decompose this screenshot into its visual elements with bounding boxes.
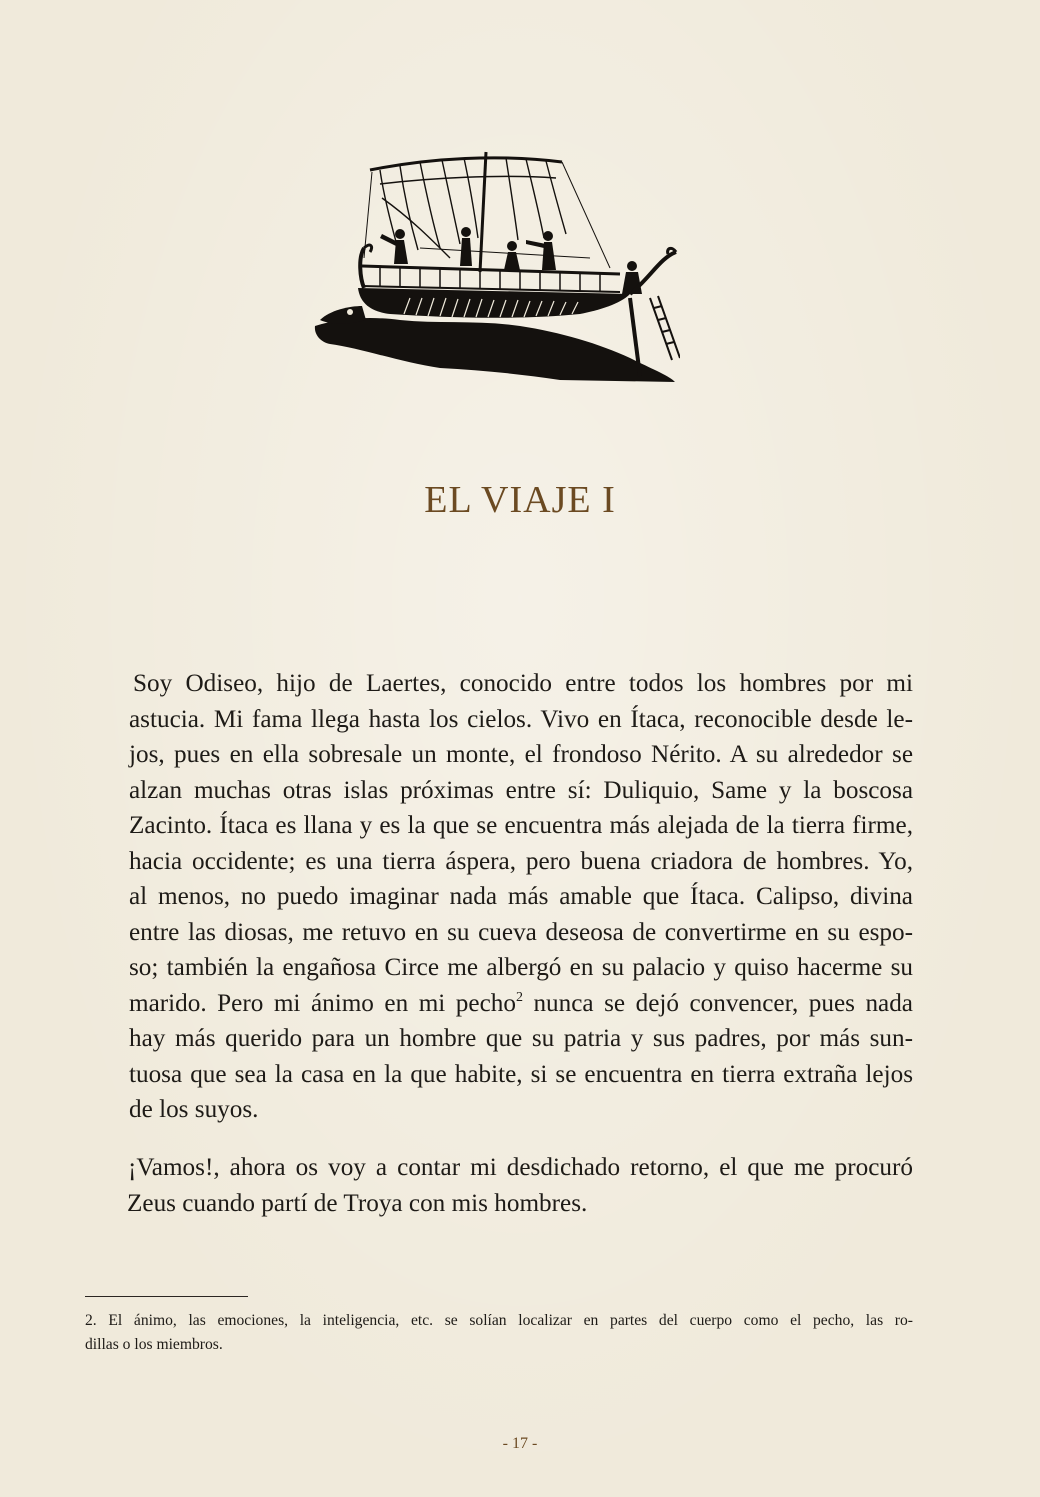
page-number: - 17 - — [502, 1435, 538, 1452]
paragraph-2 — [127, 1150, 913, 1221]
paragraph-line: jos, pues en ella sobresale un monte, el frondoso Nérito. A su alrededor se — [129, 741, 913, 768]
paragraph-line: Zacinto. Ítaca es llana y es la que se encuentra más alejada de la tierra firme, — [129, 812, 913, 839]
paragraph-line: hay más querido para un hombre que su patria y sus padres, por más sun- — [129, 1025, 913, 1052]
paragraph-line-end: nunca se dejó convencer, pues nada — [522, 989, 913, 1017]
paragraph-line: so; también la engañosa Circe me albergó en su palacio y quiso hacerme su — [129, 954, 913, 981]
paragraph-1 — [127, 666, 913, 1128]
footnote-reference[interactable]: 2 — [515, 989, 523, 1005]
paragraph-line: de los suyos. — [129, 1096, 259, 1123]
paragraph-line: astucia. Mi fama llega hasta los cielos. Vivo en Ítaca, reconocible desde le- — [129, 705, 913, 733]
chapter-title: EL VIAJE I — [424, 479, 616, 521]
greek-ship-illustration — [300, 148, 680, 388]
footnote-divider — [85, 1296, 248, 1297]
paragraph-line-with-footnote — [127, 986, 913, 1022]
paragraph-line: Soy Odiseo, hijo de Laertes, conocido entre todos los hombres por mi — [133, 670, 913, 697]
paragraph-line: tuosa que sea la casa en la que habite, si se encuentra en tierra extraña lejos — [129, 1060, 913, 1088]
paragraph-line: ¡Vamos!, ahora os voy a contar mi desdichado retorno, el que me procuró — [128, 1154, 913, 1181]
footnote — [85, 1309, 913, 1357]
paragraph-line: hacia occidente; es una tierra áspera, pero buena criadora de hombres. Yo, — [129, 847, 913, 875]
paragraph-line: al menos, no puedo imaginar nada más amable que Ítaca. Calipso, divina — [129, 883, 913, 910]
footnote-line: dillas o los miembros. — [85, 1336, 223, 1353]
paragraph-line: entre las diosas, me retuvo en su cueva deseosa de convertirme en su espo- — [129, 918, 913, 946]
footnote-line: 2. El ánimo, las emociones, la inteligencia, etc. se solían localizar en partes del cuerpo como el pecho, las ro- — [85, 1312, 913, 1329]
paragraph-line-start: marido. Pero mi ánimo en mi pecho — [129, 989, 516, 1017]
paragraph-line: alzan muchas otras islas próximas entre sí: Duliquio, Same y la boscosa — [129, 776, 913, 804]
paragraph-line: Zeus cuando partí de Troya con mis hombres. — [127, 1189, 588, 1217]
